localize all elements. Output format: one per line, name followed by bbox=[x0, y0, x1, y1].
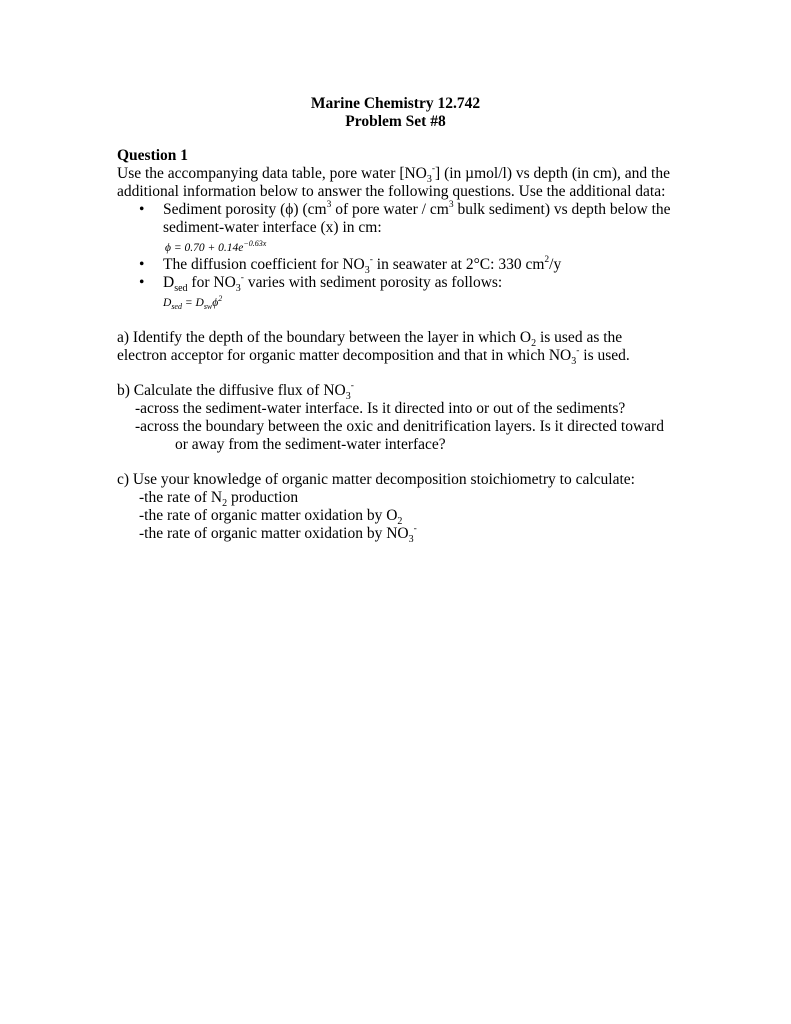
part-b-line-2: -across the sediment-water interface. Is it directed into or out of the sediments? bbox=[135, 400, 626, 417]
part-b-line-4: or away from the sediment-water interface? bbox=[175, 436, 446, 453]
question-intro-line-2: additional information below to answer the following questions. Use the additional data: bbox=[117, 183, 666, 200]
porosity-line-2: sediment-water interface (x) in cm: bbox=[163, 219, 382, 236]
course-title: Marine Chemistry 12.742 bbox=[310, 95, 481, 112]
part-c-line-1: c) Use your knowledge of organic matter decomposition stoichiometry to calculate: bbox=[117, 471, 635, 488]
question-heading: Question 1 bbox=[117, 147, 189, 164]
part-a-line-2: electron acceptor for organic matter decomposition and that in which $NO_3^-$ is used. bbox=[117, 345, 630, 368]
question-intro-line-1: Use the accompanying data table, pore water $[NO_3^-]$ (in µmol/l) vs depth (in cm), and the bbox=[117, 163, 670, 186]
part-b-line-3: -across the boundary between the oxic and denitrification layers. Is it directed toward bbox=[135, 418, 664, 435]
bullet-dot: • bbox=[139, 256, 145, 273]
part-c-line-2: -the rate of $N_2$ production bbox=[139, 489, 299, 510]
part-a-line-1: a) Identify the depth of the boundary between the layer in which $O_2$ is used as the bbox=[117, 329, 623, 350]
porosity-line-1: Sediment porosity (ϕ) ($cm^3$ of pore water / $cm^3$ bulk sediment) vs depth below the bbox=[163, 199, 671, 218]
porosity-formula: $\phi = 0.70 + 0.14e^{-0.63x}$ bbox=[165, 239, 267, 254]
dsed-formula: $D_{sed} = D_{sw}\phi^2$ bbox=[163, 294, 223, 311]
part-b-line-1: b) Calculate the diffusive flux of $NO_3^-$ bbox=[117, 380, 354, 403]
dsed-line: $D_{sed}$ for $NO_3^-$ varies with sediment porosity as follows: bbox=[163, 272, 503, 295]
diffusion-coefficient-line: The diffusion coefficient for $NO_3^-$ in seawater at 2°C: 330 $cm^2/y$ bbox=[163, 254, 562, 277]
problem-set-title: Problem Set #8 bbox=[345, 113, 446, 130]
bullet-dot: • bbox=[139, 274, 145, 291]
part-c-line-4: -the rate of organic matter oxidation by $NO_3^-$ bbox=[139, 523, 417, 546]
bullet-dot: • bbox=[139, 201, 145, 218]
part-c-line-3: -the rate of organic matter oxidation by $O_2$ bbox=[139, 507, 403, 528]
